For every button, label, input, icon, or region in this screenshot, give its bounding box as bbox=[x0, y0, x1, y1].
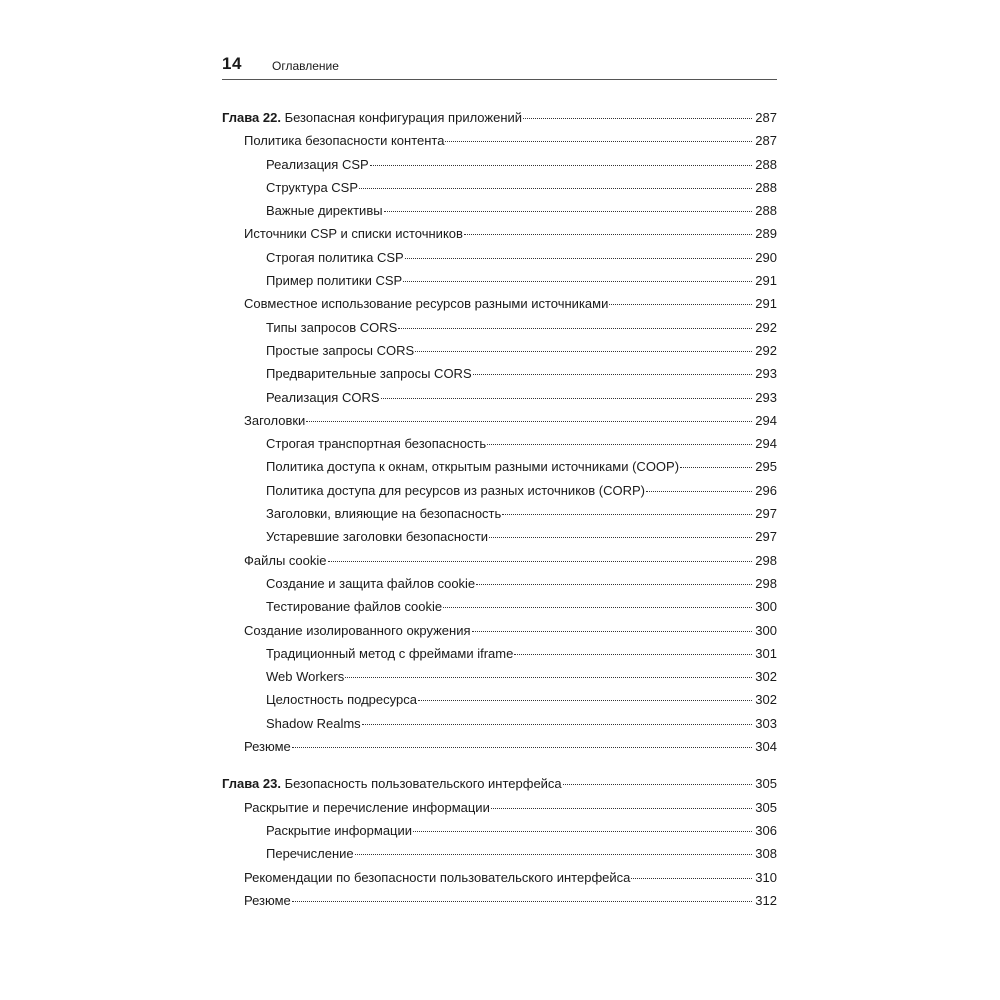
dot-leader bbox=[514, 654, 752, 655]
entry-page-number: 291 bbox=[755, 296, 777, 312]
dot-leader bbox=[398, 328, 752, 329]
chapter-block bbox=[222, 106, 777, 758]
toc-section-entry[interactable] bbox=[222, 889, 777, 912]
table-of-contents bbox=[222, 106, 777, 912]
toc-subsection-entry[interactable] bbox=[222, 316, 777, 339]
dot-leader bbox=[631, 878, 752, 879]
entry-title: Реализация CORS bbox=[266, 389, 380, 405]
dot-leader bbox=[292, 901, 752, 902]
entry-title: Раскрытие информации bbox=[266, 822, 413, 838]
chapter-title: Безопасность пользовательского интерфейса bbox=[284, 776, 562, 792]
entry-page-number: 304 bbox=[755, 739, 777, 755]
dot-leader bbox=[491, 808, 752, 809]
dot-leader bbox=[445, 141, 752, 142]
chapter-page-number: 305 bbox=[755, 776, 777, 792]
toc-subsection-entry[interactable] bbox=[222, 819, 777, 842]
toc-subsection-entry[interactable] bbox=[222, 362, 777, 385]
dot-leader bbox=[306, 421, 752, 422]
entry-title: Перечисление bbox=[266, 846, 354, 862]
entry-title: Политика доступа к окнам, открытым разными источниками (COOP) bbox=[266, 459, 680, 475]
dot-leader bbox=[646, 491, 752, 492]
entry-title: Заголовки, влияющие на безопасность bbox=[266, 506, 502, 522]
entry-page-number: 295 bbox=[755, 459, 777, 475]
toc-subsection-entry[interactable] bbox=[222, 525, 777, 548]
dot-leader bbox=[415, 351, 752, 352]
entry-title: Строгая политика CSP bbox=[266, 249, 404, 265]
toc-subsection-entry[interactable] bbox=[222, 455, 777, 478]
dot-leader bbox=[489, 537, 752, 538]
entry-title: Предварительные запросы CORS bbox=[266, 366, 472, 382]
toc-subsection-entry[interactable] bbox=[222, 339, 777, 362]
dot-leader bbox=[487, 444, 752, 445]
toc-subsection-entry[interactable] bbox=[222, 665, 777, 688]
toc-subsection-entry[interactable] bbox=[222, 479, 777, 502]
toc-section-entry[interactable] bbox=[222, 549, 777, 572]
entry-page-number: 292 bbox=[755, 342, 777, 358]
entry-title: Традиционный метод с фреймами iframe bbox=[266, 645, 514, 661]
dot-leader bbox=[359, 188, 752, 189]
entry-title: Устаревшие заголовки безопасности bbox=[266, 529, 489, 545]
toc-subsection-entry[interactable] bbox=[222, 572, 777, 595]
dot-leader bbox=[345, 677, 752, 678]
entry-title: Файлы cookie bbox=[244, 552, 327, 568]
toc-section-entry[interactable] bbox=[222, 735, 777, 758]
entry-page-number: 305 bbox=[755, 799, 777, 815]
dot-leader bbox=[464, 234, 752, 235]
entry-page-number: 297 bbox=[755, 506, 777, 522]
chapter-page-number: 287 bbox=[755, 110, 777, 125]
entry-title: Раскрытие и перечисление информации bbox=[244, 799, 490, 815]
entry-title: Типы запросов CORS bbox=[266, 319, 398, 335]
toc-subsection-entry[interactable] bbox=[222, 153, 777, 176]
page-number: 14 bbox=[222, 54, 242, 73]
toc-section-entry[interactable] bbox=[222, 292, 777, 315]
entry-page-number: 312 bbox=[755, 892, 777, 908]
header-rule bbox=[222, 79, 777, 80]
dot-leader bbox=[328, 561, 753, 562]
dot-leader bbox=[502, 514, 752, 515]
dot-leader bbox=[523, 118, 752, 119]
entry-page-number: 298 bbox=[755, 575, 777, 591]
entry-title: Web Workers bbox=[266, 669, 345, 685]
entry-title: Источники CSP и списки источников bbox=[244, 226, 463, 242]
dot-leader bbox=[413, 831, 752, 832]
toc-subsection-entry[interactable] bbox=[222, 688, 777, 711]
dot-leader bbox=[403, 281, 752, 282]
entry-title: Политика доступа для ресурсов из разных источников (CORP) bbox=[266, 482, 645, 498]
chapter-prefix: Глава 22. bbox=[222, 110, 281, 125]
toc-section-entry[interactable] bbox=[222, 409, 777, 432]
entry-title: Совместное использование ресурсов разными источниками bbox=[244, 296, 609, 312]
entry-page-number: 308 bbox=[755, 846, 777, 862]
entry-page-number: 297 bbox=[755, 529, 777, 545]
entry-page-number: 294 bbox=[755, 436, 777, 452]
entry-page-number: 302 bbox=[755, 692, 777, 708]
entry-page-number: 306 bbox=[755, 822, 777, 838]
toc-section-entry[interactable] bbox=[222, 619, 777, 642]
entry-title: Целостность подресурса bbox=[266, 692, 417, 708]
toc-section-entry[interactable] bbox=[222, 222, 777, 245]
dot-leader bbox=[609, 304, 752, 305]
entry-title: Заголовки bbox=[244, 412, 306, 428]
entry-page-number: 288 bbox=[755, 156, 777, 172]
dot-leader bbox=[563, 784, 752, 785]
entry-title: Резюме bbox=[244, 892, 291, 908]
toc-subsection-entry[interactable] bbox=[222, 502, 777, 525]
entry-page-number: 293 bbox=[755, 366, 777, 382]
toc-subsection-entry[interactable] bbox=[222, 712, 777, 735]
dot-leader bbox=[292, 747, 752, 748]
toc-subsection-entry[interactable] bbox=[222, 386, 777, 409]
chapter-title: Безопасная конфигурация приложений bbox=[284, 110, 523, 125]
dot-leader bbox=[443, 607, 752, 608]
entry-page-number: 293 bbox=[755, 389, 777, 405]
entry-title: Shadow Realms bbox=[266, 715, 361, 731]
entry-page-number: 302 bbox=[755, 669, 777, 685]
toc-subsection-entry[interactable] bbox=[222, 642, 777, 665]
toc-section-entry[interactable] bbox=[222, 866, 777, 889]
toc-subsection-entry[interactable] bbox=[222, 246, 777, 269]
dot-leader bbox=[381, 398, 752, 399]
chapter-block bbox=[222, 772, 777, 912]
entry-title: Простые запросы CORS bbox=[266, 342, 415, 358]
toc-subsection-entry[interactable] bbox=[222, 432, 777, 455]
dot-leader bbox=[473, 374, 752, 375]
entry-page-number: 287 bbox=[755, 133, 777, 149]
dot-leader bbox=[418, 700, 752, 701]
entry-page-number: 300 bbox=[755, 622, 777, 638]
entry-title: Тестирование файлов cookie bbox=[266, 599, 443, 615]
entry-title: Реализация CSP bbox=[266, 156, 369, 172]
entry-page-number: 301 bbox=[755, 645, 777, 661]
entry-page-number: 310 bbox=[755, 869, 777, 885]
toc-subsection-entry[interactable] bbox=[222, 176, 777, 199]
entry-page-number: 294 bbox=[755, 412, 777, 428]
entry-page-number: 296 bbox=[755, 482, 777, 498]
entry-title: Резюме bbox=[244, 739, 291, 755]
dot-leader bbox=[680, 467, 752, 468]
page-header bbox=[222, 52, 777, 80]
toc-chapter-entry[interactable] bbox=[222, 772, 777, 795]
chapter-prefix: Глава 23. bbox=[222, 776, 281, 792]
toc-section-entry[interactable] bbox=[222, 796, 777, 819]
entry-title: Пример политики CSP bbox=[266, 273, 403, 289]
entry-title: Рекомендации по безопасности пользовательского интерфейса bbox=[244, 869, 631, 885]
toc-chapter-entry[interactable] bbox=[222, 106, 777, 129]
entry-page-number: 288 bbox=[755, 179, 777, 195]
entry-title: Создание и защита файлов cookie bbox=[266, 575, 476, 591]
running-title: Оглавление bbox=[272, 59, 339, 73]
chapter-label bbox=[222, 106, 522, 129]
chapter-label bbox=[222, 772, 562, 795]
dot-leader bbox=[362, 724, 752, 725]
toc-section-entry[interactable] bbox=[222, 129, 777, 152]
dot-leader bbox=[405, 258, 752, 259]
entry-title: Создание изолированного окружения bbox=[244, 622, 471, 638]
dot-leader bbox=[355, 854, 752, 855]
toc-subsection-entry[interactable] bbox=[222, 595, 777, 618]
toc-subsection-entry[interactable] bbox=[222, 199, 777, 222]
entry-page-number: 292 bbox=[755, 319, 777, 335]
entry-page-number: 291 bbox=[755, 273, 777, 289]
entry-title: Строгая транспортная безопасность bbox=[266, 436, 487, 452]
entry-page-number: 300 bbox=[755, 599, 777, 615]
toc-subsection-entry[interactable] bbox=[222, 269, 777, 292]
entry-title: Важные директивы bbox=[266, 203, 383, 219]
entry-page-number: 289 bbox=[755, 226, 777, 242]
toc-subsection-entry[interactable] bbox=[222, 842, 777, 865]
dot-leader bbox=[472, 631, 752, 632]
entry-page-number: 288 bbox=[755, 203, 777, 219]
entry-page-number: 298 bbox=[755, 552, 777, 568]
dot-leader bbox=[370, 165, 752, 166]
entry-page-number: 303 bbox=[755, 715, 777, 731]
dot-leader bbox=[476, 584, 752, 585]
entry-page-number: 290 bbox=[755, 249, 777, 265]
entry-title: Политика безопасности контента bbox=[244, 133, 445, 149]
dot-leader bbox=[384, 211, 752, 212]
entry-title: Структура CSP bbox=[266, 179, 359, 195]
